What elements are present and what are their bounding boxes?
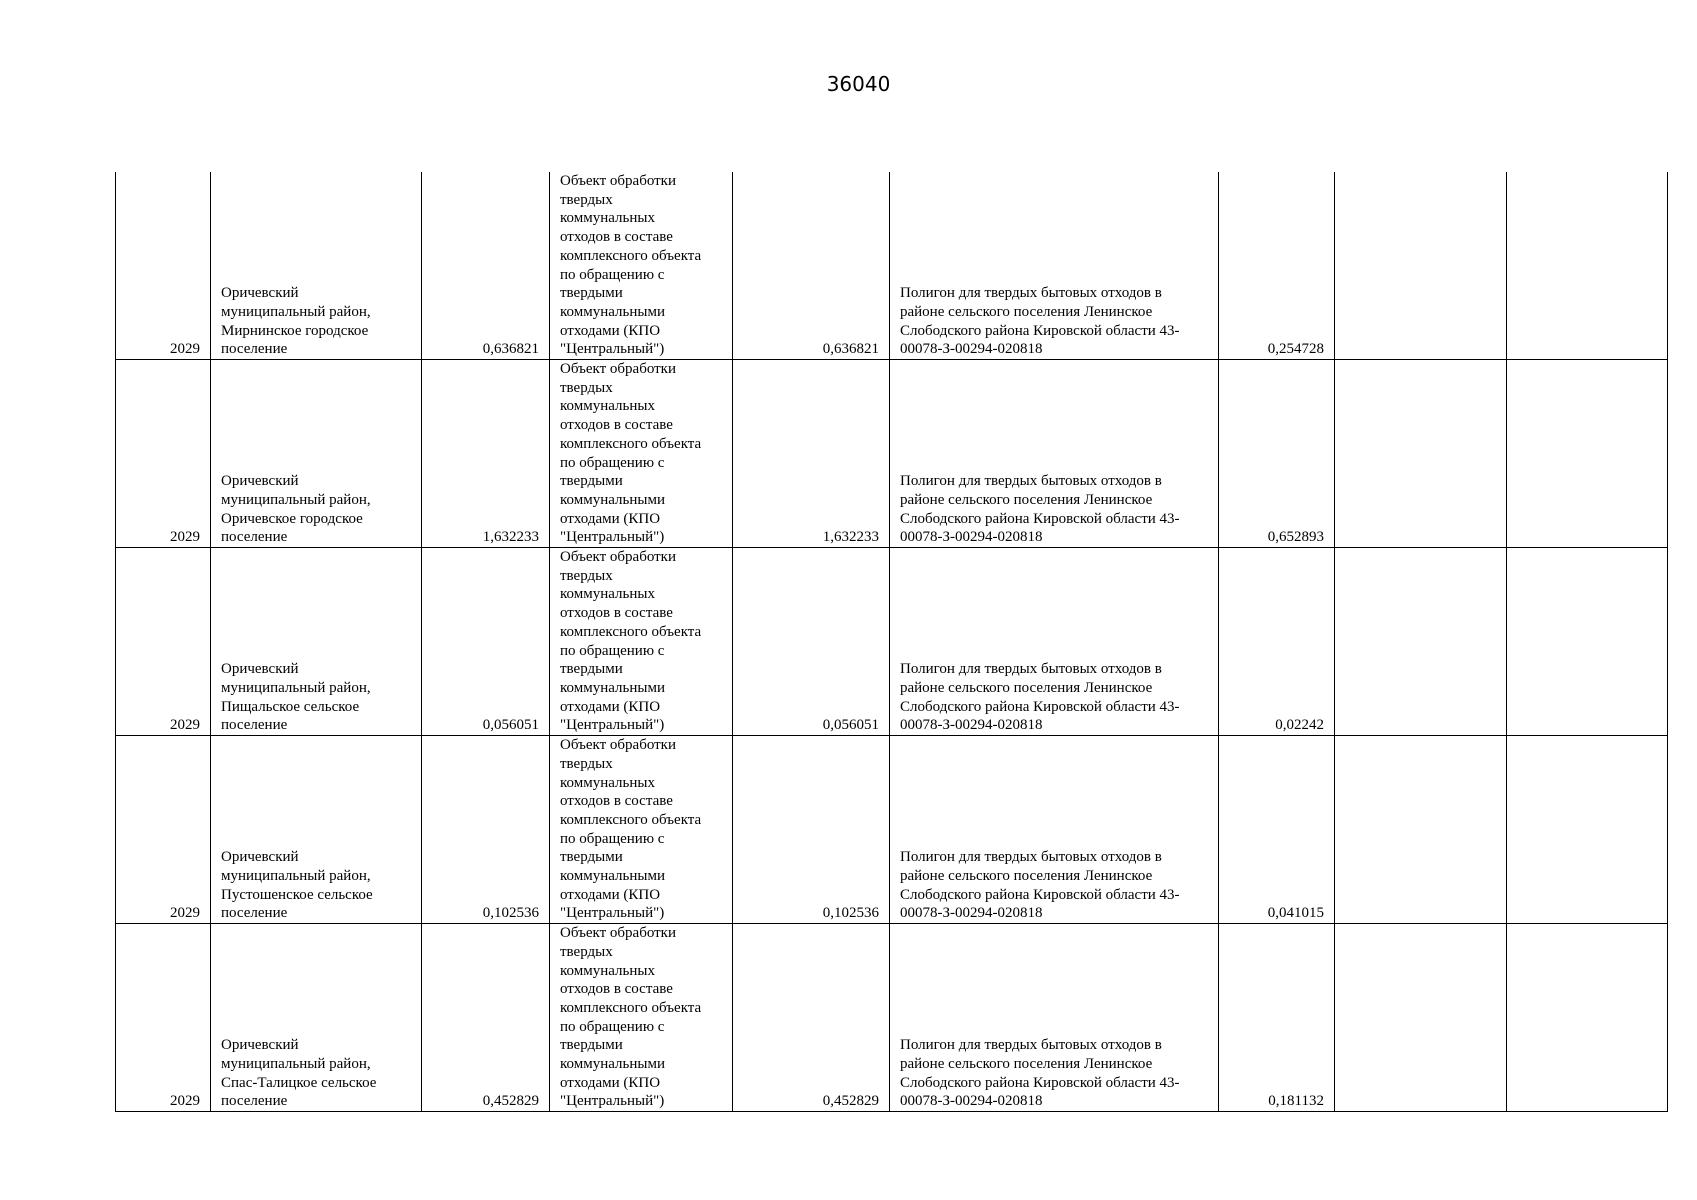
landfill-volume-cell: 0,041015 [1219,736,1335,924]
territory-cell: Оричевский муниципальный район, Спас-Талицкое сельское поселение [211,924,422,1112]
empty-cell [1335,548,1507,736]
volume-cell: 0,056051 [422,548,550,736]
landfill-volume-cell: 0,254728 [1219,172,1335,360]
facility-volume-cell: 1,632233 [733,360,890,548]
facility-cell: Объект обработки твердых коммунальных отходов в составе комплексного объекта по обращению с твердыми коммунальными отходами (КПО "Центральный") [550,736,733,924]
facility-cell: Объект обработки твердых коммунальных отходов в составе комплексного объекта по обращению с твердыми коммунальными отходами (КПО "Центральный") [550,548,733,736]
empty-cell [1507,548,1668,736]
table-row [116,924,1668,1112]
volume-cell: 1,632233 [422,360,550,548]
table-row [116,172,1668,360]
year-cell: 2029 [116,172,211,360]
territory-cell: Оричевский муниципальный район, Оричевское городское поселение [211,360,422,548]
empty-cell [1507,360,1668,548]
landfill-cell: Полигон для твердых бытовых отходов в районе сельского поселения Ленинское Слободского района Кировской области 43- 00078-З-00294-020818 [890,360,1219,548]
volume-cell: 0,452829 [422,924,550,1112]
empty-cell [1335,736,1507,924]
empty-cell [1335,360,1507,548]
volume-cell: 0,636821 [422,172,550,360]
table-row [116,360,1668,548]
waste-flow-table [115,172,1668,1112]
landfill-cell: Полигон для твердых бытовых отходов в районе сельского поселения Ленинское Слободского района Кировской области 43- 00078-З-00294-020818 [890,172,1219,360]
landfill-volume-cell: 0,181132 [1219,924,1335,1112]
page-number-text: 36040 [826,72,891,96]
empty-cell [1507,924,1668,1112]
facility-cell: Объект обработки твердых коммунальных отходов в составе комплексного объекта по обращению с твердыми коммунальными отходами (КПО "Центральный") [550,360,733,548]
facility-cell: Объект обработки твердых коммунальных отходов в составе комплексного объекта по обращению с твердыми коммунальными отходами (КПО "Центральный") [550,924,733,1112]
facility-volume-cell: 0,636821 [733,172,890,360]
landfill-volume-cell: 0,02242 [1219,548,1335,736]
facility-cell: Объект обработки твердых коммунальных отходов в составе комплексного объекта по обращению с твердыми коммунальными отходами (КПО "Центральный") [550,172,733,360]
facility-volume-cell: 0,056051 [733,548,890,736]
empty-cell [1335,172,1507,360]
territory-cell: Оричевский муниципальный район, Пустошенское сельское поселение [211,736,422,924]
page-number [0,72,1697,96]
facility-volume-cell: 0,452829 [733,924,890,1112]
year-cell: 2029 [116,736,211,924]
empty-cell [1507,172,1668,360]
facility-volume-cell: 0,102536 [733,736,890,924]
landfill-cell: Полигон для твердых бытовых отходов в районе сельского поселения Ленинское Слободского района Кировской области 43- 00078-З-00294-020818 [890,736,1219,924]
table-row [116,736,1668,924]
empty-cell [1507,736,1668,924]
landfill-cell: Полигон для твердых бытовых отходов в районе сельского поселения Ленинское Слободского района Кировской области 43- 00078-З-00294-020818 [890,924,1219,1112]
empty-cell [1335,924,1507,1112]
landfill-volume-cell: 0,652893 [1219,360,1335,548]
year-cell: 2029 [116,360,211,548]
landfill-cell: Полигон для твердых бытовых отходов в районе сельского поселения Ленинское Слободского района Кировской области 43- 00078-З-00294-020818 [890,548,1219,736]
territory-cell: Оричевский муниципальный район, Пищальское сельское поселение [211,548,422,736]
table-row [116,548,1668,736]
territory-cell: Оричевский муниципальный район, Мирнинское городское поселение [211,172,422,360]
year-cell: 2029 [116,924,211,1112]
year-cell: 2029 [116,548,211,736]
volume-cell: 0,102536 [422,736,550,924]
